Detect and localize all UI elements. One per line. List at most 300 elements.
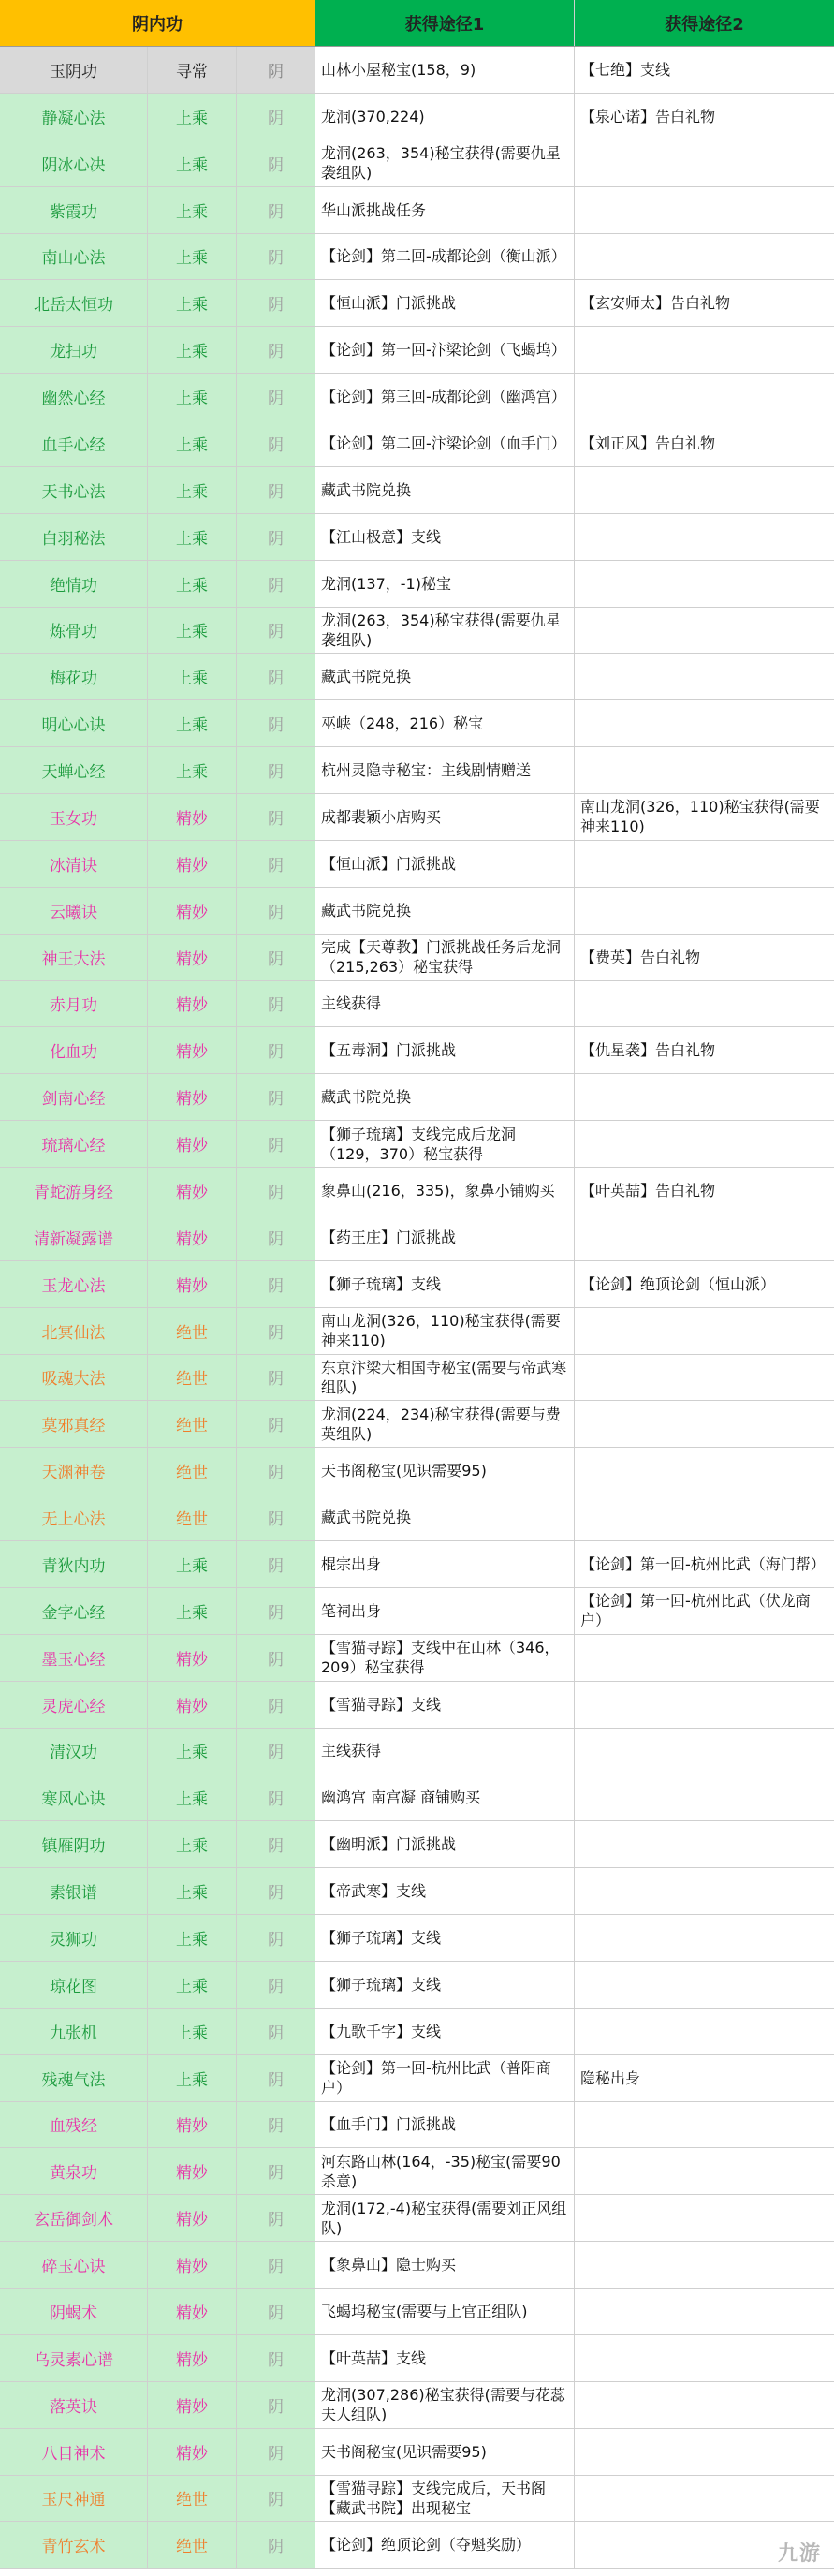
skill-grade: 精妙 bbox=[148, 1214, 237, 1260]
skill-attribute: 阴 bbox=[237, 1448, 315, 1494]
skill-grade: 精妙 bbox=[148, 2382, 237, 2428]
skill-name: 落英诀 bbox=[0, 2382, 148, 2428]
skill-attribute: 阴 bbox=[237, 2102, 315, 2148]
table-row bbox=[0, 187, 834, 234]
skill-name: 青蛇游身经 bbox=[0, 1168, 148, 1214]
skill-attribute: 阴 bbox=[237, 47, 315, 93]
source-1: 【雪猫寻踪】支线中在山林（346，209）秘宝获得 bbox=[315, 1635, 575, 1681]
skill-attribute: 阴 bbox=[237, 1494, 315, 1540]
table-row bbox=[0, 1868, 834, 1915]
skill-grade: 绝世 bbox=[148, 1494, 237, 1540]
skill-grade: 精妙 bbox=[148, 1027, 237, 1073]
table-row bbox=[0, 935, 834, 981]
skill-grade: 上乘 bbox=[148, 747, 237, 793]
source-2 bbox=[575, 1915, 834, 1961]
skill-name: 玉尺神通 bbox=[0, 2476, 148, 2522]
source-2: 【刘正风】告白礼物 bbox=[580, 434, 716, 452]
source-2 bbox=[575, 1868, 834, 1914]
source-1: 藏武书院兑换 bbox=[315, 654, 575, 699]
source-2 bbox=[575, 1821, 834, 1867]
table-row bbox=[0, 1682, 834, 1729]
skill-grade: 上乘 bbox=[148, 187, 237, 233]
skill-grade: 寻常 bbox=[148, 47, 237, 93]
skill-grade: 绝世 bbox=[148, 1308, 237, 1354]
skill-grade: 上乘 bbox=[148, 94, 237, 140]
source-1: 龙洞(172,-4)秘宝获得(需要刘正风组队) bbox=[315, 2195, 575, 2241]
table-row bbox=[0, 1494, 834, 1541]
source-2: 南山龙洞(326，110)秘宝获得(需要神来110) bbox=[580, 798, 820, 836]
table-row bbox=[0, 747, 834, 794]
skill-name: 紫霞功 bbox=[0, 187, 148, 233]
source-1: 主线获得 bbox=[315, 981, 575, 1027]
skill-name: 白羽秘法 bbox=[0, 514, 148, 560]
skill-attribute: 阴 bbox=[237, 654, 315, 699]
skill-grade: 上乘 bbox=[148, 1821, 237, 1867]
table-row bbox=[0, 1355, 834, 1402]
skill-attribute: 阴 bbox=[237, 1774, 315, 1820]
skill-attribute: 阴 bbox=[237, 1541, 315, 1587]
skill-name: 梅花功 bbox=[0, 654, 148, 699]
source-2 bbox=[575, 1308, 834, 1354]
skill-grade: 精妙 bbox=[148, 1682, 237, 1728]
skill-name: 玉阴功 bbox=[0, 47, 148, 93]
skill-name: 明心心诀 bbox=[0, 700, 148, 746]
table-row bbox=[0, 1074, 834, 1121]
source-2 bbox=[575, 2429, 834, 2475]
table-row bbox=[0, 794, 834, 841]
skill-attribute: 阴 bbox=[237, 1261, 315, 1307]
skill-name: 赤月功 bbox=[0, 981, 148, 1027]
skill-grade: 上乘 bbox=[148, 140, 237, 186]
source-2 bbox=[575, 981, 834, 1027]
skill-name: 碎玉心诀 bbox=[0, 2242, 148, 2288]
skill-attribute: 阴 bbox=[237, 1027, 315, 1073]
table-body bbox=[0, 47, 834, 2569]
skill-attribute: 阴 bbox=[237, 1635, 315, 1681]
source-2 bbox=[575, 1962, 834, 2008]
skill-attribute: 阴 bbox=[237, 467, 315, 513]
source-2 bbox=[575, 561, 834, 607]
skill-attribute: 阴 bbox=[237, 561, 315, 607]
skill-grade: 上乘 bbox=[148, 1588, 237, 1634]
source-1: 龙洞(137，-1)秘宝 bbox=[315, 561, 575, 607]
source-1: 龙洞(307,286)秘宝获得(需要与花蕊夫人组队) bbox=[315, 2382, 575, 2428]
table-row bbox=[0, 1729, 834, 1775]
source-1: 龙洞(263，354)秘宝获得(需要仇星袭组队) bbox=[315, 608, 575, 654]
source-1: 【雪猫寻踪】支线 bbox=[315, 1682, 575, 1728]
source-2 bbox=[575, 2148, 834, 2194]
source-1: 飞蝎坞秘宝(需要与上官正组队) bbox=[315, 2289, 575, 2334]
skill-attribute: 阴 bbox=[237, 1588, 315, 1634]
skill-name: 青狄内功 bbox=[0, 1541, 148, 1587]
source-1: 【象鼻山】隐士购买 bbox=[315, 2242, 575, 2288]
table-row bbox=[0, 94, 834, 140]
table-row bbox=[0, 2242, 834, 2289]
skill-attribute: 阴 bbox=[237, 140, 315, 186]
skill-name: 幽然心经 bbox=[0, 374, 148, 420]
skill-grade: 上乘 bbox=[148, 700, 237, 746]
source-2: 隐秘出身 bbox=[580, 2068, 641, 2087]
skill-name: 墨玉心经 bbox=[0, 1635, 148, 1681]
skill-grade: 上乘 bbox=[148, 374, 237, 420]
skill-attribute: 阴 bbox=[237, 1821, 315, 1867]
skill-name: 北冥仙法 bbox=[0, 1308, 148, 1354]
source-1: 【雪猫寻踪】支线完成后，天书阁【藏武书院】出现秘宝 bbox=[315, 2476, 575, 2522]
skill-attribute: 阴 bbox=[237, 981, 315, 1027]
skill-grade: 精妙 bbox=[148, 2429, 237, 2475]
skill-name: 天蝉心经 bbox=[0, 747, 148, 793]
skill-name: 青竹玄术 bbox=[0, 2522, 148, 2568]
source-2 bbox=[575, 2382, 834, 2428]
skill-attribute: 阴 bbox=[237, 2148, 315, 2194]
source-1: 【论剑】绝顶论剑（夺魁奖励） bbox=[315, 2522, 575, 2568]
skill-name: 血手心经 bbox=[0, 420, 148, 466]
table-row bbox=[0, 2522, 834, 2569]
skill-grade: 精妙 bbox=[148, 888, 237, 934]
skill-name: 金字心经 bbox=[0, 1588, 148, 1634]
source-2 bbox=[575, 2009, 834, 2054]
source-1: 【论剑】第一回-汴梁论剑（飞蝎坞） bbox=[315, 327, 575, 373]
source-2: 【叶英喆】告白礼物 bbox=[580, 1181, 716, 1200]
skill-grade: 上乘 bbox=[148, 420, 237, 466]
table-row bbox=[0, 1635, 834, 1682]
skill-attribute: 阴 bbox=[237, 1074, 315, 1120]
source-2 bbox=[575, 187, 834, 233]
skill-name: 琼花图 bbox=[0, 1962, 148, 2008]
source-2 bbox=[575, 140, 834, 186]
skill-attribute: 阴 bbox=[237, 2429, 315, 2475]
source-1: 【论剑】第二回-汴梁论剑（血手门） bbox=[315, 420, 575, 466]
skill-grade: 精妙 bbox=[148, 2102, 237, 2148]
table-row bbox=[0, 1915, 834, 1962]
source-1: 藏武书院兑换 bbox=[315, 888, 575, 934]
skill-grade: 精妙 bbox=[148, 2148, 237, 2194]
skill-name: 龙扫功 bbox=[0, 327, 148, 373]
source-1: 笔祠出身 bbox=[315, 1588, 575, 1634]
skill-attribute: 阴 bbox=[237, 1308, 315, 1354]
table-row bbox=[0, 1308, 834, 1355]
source-2 bbox=[575, 234, 834, 280]
skill-name: 冰清诀 bbox=[0, 841, 148, 887]
table-row bbox=[0, 420, 834, 467]
table-row bbox=[0, 514, 834, 561]
skill-grade: 精妙 bbox=[148, 935, 237, 980]
skill-name: 莫邪真经 bbox=[0, 1401, 148, 1447]
skill-grade: 上乘 bbox=[148, 1774, 237, 1820]
source-2 bbox=[575, 1494, 834, 1540]
source-1: 【幽明派】门派挑战 bbox=[315, 1821, 575, 1867]
source-2: 【仇星袭】告白礼物 bbox=[580, 1041, 716, 1060]
skill-grade: 精妙 bbox=[148, 841, 237, 887]
skill-name: 吸魂大法 bbox=[0, 1355, 148, 1401]
source-1: 【恒山派】门派挑战 bbox=[315, 280, 575, 326]
watermark-logo: 九游 bbox=[777, 2542, 821, 2566]
source-1: 河东路山林(164，-35)秘宝(需要90杀意) bbox=[315, 2148, 575, 2194]
table-row bbox=[0, 841, 834, 888]
skill-attribute: 阴 bbox=[237, 2382, 315, 2428]
skill-grade: 精妙 bbox=[148, 1261, 237, 1307]
skill-attribute: 阴 bbox=[237, 374, 315, 420]
source-2 bbox=[575, 1074, 834, 1120]
skill-name: 北岳太恒功 bbox=[0, 280, 148, 326]
skill-attribute: 阴 bbox=[237, 747, 315, 793]
source-1: 象鼻山(216，335)，象鼻小铺购买 bbox=[315, 1168, 575, 1214]
skill-grade: 上乘 bbox=[148, 1915, 237, 1961]
skill-attribute: 阴 bbox=[237, 280, 315, 326]
table-row bbox=[0, 140, 834, 187]
source-1: 【论剑】第一回-杭州比武（普阳商户） bbox=[315, 2055, 575, 2101]
table-row bbox=[0, 1168, 834, 1214]
skill-attribute: 阴 bbox=[237, 2242, 315, 2288]
header-category: 阴内功 bbox=[0, 0, 315, 46]
source-2 bbox=[575, 467, 834, 513]
source-1: 藏武书院兑换 bbox=[315, 1074, 575, 1120]
source-2 bbox=[575, 888, 834, 934]
skill-grade: 绝世 bbox=[148, 1401, 237, 1447]
table-row bbox=[0, 1774, 834, 1821]
skill-attribute: 阴 bbox=[237, 1168, 315, 1214]
source-1: 【狮子琉璃】支线 bbox=[315, 1261, 575, 1307]
skill-name: 南山心法 bbox=[0, 234, 148, 280]
source-2 bbox=[575, 1121, 834, 1167]
table-row bbox=[0, 608, 834, 655]
table-row bbox=[0, 1448, 834, 1494]
skill-attribute: 阴 bbox=[237, 935, 315, 980]
source-2 bbox=[575, 841, 834, 887]
source-1: 成都裴颖小店购买 bbox=[315, 794, 575, 840]
skill-grade: 上乘 bbox=[148, 1868, 237, 1914]
skill-attribute: 阴 bbox=[237, 841, 315, 887]
skill-name: 天渊神卷 bbox=[0, 1448, 148, 1494]
table-row bbox=[0, 1261, 834, 1308]
skill-name: 玄岳御剑术 bbox=[0, 2195, 148, 2241]
table-row bbox=[0, 2289, 834, 2335]
table-row bbox=[0, 2335, 834, 2382]
source-1: 【江山极意】支线 bbox=[315, 514, 575, 560]
source-2: 【论剑】第一回-杭州比武（伏龙商户） bbox=[580, 1592, 811, 1630]
source-2 bbox=[575, 374, 834, 420]
skill-grade: 上乘 bbox=[148, 514, 237, 560]
skill-attribute: 阴 bbox=[237, 1121, 315, 1167]
table-row bbox=[0, 1027, 834, 1074]
table-row bbox=[0, 1401, 834, 1448]
skill-name: 绝情功 bbox=[0, 561, 148, 607]
source-1: 幽鸿宫 南宫凝 商铺购买 bbox=[315, 1774, 575, 1820]
skill-attribute: 阴 bbox=[237, 94, 315, 140]
source-2: 【论剑】第一回-杭州比武（海门帮） bbox=[580, 1554, 826, 1573]
table-row bbox=[0, 374, 834, 420]
skill-name: 化血功 bbox=[0, 1027, 148, 1073]
skill-attribute: 阴 bbox=[237, 1355, 315, 1401]
skill-grade: 精妙 bbox=[148, 2242, 237, 2288]
skill-attribute: 阴 bbox=[237, 234, 315, 280]
skill-grade: 精妙 bbox=[148, 2335, 237, 2381]
skill-attribute: 阴 bbox=[237, 420, 315, 466]
skill-attribute: 阴 bbox=[237, 794, 315, 840]
skill-attribute: 阴 bbox=[237, 1868, 315, 1914]
skill-name: 寒风心诀 bbox=[0, 1774, 148, 1820]
skill-name: 无上心法 bbox=[0, 1494, 148, 1540]
source-1: 藏武书院兑换 bbox=[315, 1494, 575, 1540]
source-2 bbox=[575, 1214, 834, 1260]
source-1: 主线获得 bbox=[315, 1729, 575, 1774]
skill-grade: 精妙 bbox=[148, 1168, 237, 1214]
header-source-2: 获得途径2 bbox=[575, 0, 834, 46]
skill-grade: 绝世 bbox=[148, 2522, 237, 2568]
skill-grade: 上乘 bbox=[148, 327, 237, 373]
skill-grade: 上乘 bbox=[148, 2009, 237, 2054]
skill-name: 剑南心经 bbox=[0, 1074, 148, 1120]
skill-attribute: 阴 bbox=[237, 514, 315, 560]
skill-attribute: 阴 bbox=[237, 2055, 315, 2101]
source-2 bbox=[575, 2289, 834, 2334]
table-row bbox=[0, 47, 834, 94]
table-row bbox=[0, 2476, 834, 2523]
skill-name: 清新凝露谱 bbox=[0, 1214, 148, 1260]
source-1: 南山龙洞(326，110)秘宝获得(需要神来110) bbox=[315, 1308, 575, 1354]
source-2 bbox=[575, 654, 834, 699]
table-row bbox=[0, 561, 834, 608]
skill-attribute: 阴 bbox=[237, 2522, 315, 2568]
source-2 bbox=[575, 1448, 834, 1494]
source-1: 杭州灵隐寺秘宝：主线剧情赠送 bbox=[315, 747, 575, 793]
table-row bbox=[0, 467, 834, 514]
skill-name: 素银谱 bbox=[0, 1868, 148, 1914]
skill-attribute: 阴 bbox=[237, 700, 315, 746]
source-1: 华山派挑战任务 bbox=[315, 187, 575, 233]
skill-name: 灵虎心经 bbox=[0, 1682, 148, 1728]
skill-grade: 绝世 bbox=[148, 2476, 237, 2522]
skill-grade: 精妙 bbox=[148, 2289, 237, 2334]
source-1: 龙洞(263，354)秘宝获得(需要仇星袭组队) bbox=[315, 140, 575, 186]
skill-name: 天书心法 bbox=[0, 467, 148, 513]
source-1: 天书阁秘宝(见识需要95) bbox=[315, 2429, 575, 2475]
source-2 bbox=[575, 1682, 834, 1728]
skill-grade: 上乘 bbox=[148, 1962, 237, 2008]
skill-attribute: 阴 bbox=[237, 1962, 315, 2008]
source-1: 棍宗出身 bbox=[315, 1541, 575, 1587]
skill-grade: 精妙 bbox=[148, 981, 237, 1027]
skill-name: 九张机 bbox=[0, 2009, 148, 2054]
table-row bbox=[0, 1588, 834, 1635]
skill-name: 乌灵素心谱 bbox=[0, 2335, 148, 2381]
skill-grade: 精妙 bbox=[148, 2195, 237, 2241]
skill-name: 黄泉功 bbox=[0, 2148, 148, 2194]
skill-attribute: 阴 bbox=[237, 1915, 315, 1961]
skill-name: 琉璃心经 bbox=[0, 1121, 148, 1167]
skill-name: 云曦诀 bbox=[0, 888, 148, 934]
skill-attribute: 阴 bbox=[237, 2289, 315, 2334]
table-row bbox=[0, 700, 834, 747]
source-2 bbox=[575, 747, 834, 793]
source-1: 【叶英喆】支线 bbox=[315, 2335, 575, 2381]
skill-name: 玉女功 bbox=[0, 794, 148, 840]
source-2: 【玄安师太】告白礼物 bbox=[580, 294, 731, 313]
skill-attribute: 阴 bbox=[237, 1401, 315, 1447]
table-row bbox=[0, 2429, 834, 2476]
source-2 bbox=[575, 2476, 834, 2522]
table-row bbox=[0, 981, 834, 1028]
source-2 bbox=[575, 1401, 834, 1447]
skill-name: 镇雁阴功 bbox=[0, 1821, 148, 1867]
source-2 bbox=[575, 2335, 834, 2381]
skill-grade: 精妙 bbox=[148, 1635, 237, 1681]
skill-attribute: 阴 bbox=[237, 2009, 315, 2054]
table-row bbox=[0, 1214, 834, 1261]
skill-attribute: 阴 bbox=[237, 1214, 315, 1260]
source-2 bbox=[575, 514, 834, 560]
table-row bbox=[0, 1541, 834, 1588]
skill-grade: 绝世 bbox=[148, 1355, 237, 1401]
source-2 bbox=[575, 2195, 834, 2241]
source-1: 【血手门】门派挑战 bbox=[315, 2102, 575, 2148]
skill-attribute: 阴 bbox=[237, 2195, 315, 2241]
skill-grade: 精妙 bbox=[148, 1074, 237, 1120]
source-1: 【帝武寒】支线 bbox=[315, 1868, 575, 1914]
source-1: 【狮子琉璃】支线完成后龙洞（129，370）秘宝获得 bbox=[315, 1121, 575, 1167]
source-1: 【九歌千字】支线 bbox=[315, 2009, 575, 2054]
table-row bbox=[0, 2195, 834, 2242]
skill-attribute: 阴 bbox=[237, 608, 315, 654]
skill-attribute: 阴 bbox=[237, 1682, 315, 1728]
source-1: 藏武书院兑换 bbox=[315, 467, 575, 513]
skill-name: 玉龙心法 bbox=[0, 1261, 148, 1307]
source-2 bbox=[575, 1774, 834, 1820]
skill-name: 八目神术 bbox=[0, 2429, 148, 2475]
source-1: 【药王庄】门派挑战 bbox=[315, 1214, 575, 1260]
source-2 bbox=[575, 1729, 834, 1774]
skill-name: 血残经 bbox=[0, 2102, 148, 2148]
skill-grade: 上乘 bbox=[148, 280, 237, 326]
skill-name: 静凝心法 bbox=[0, 94, 148, 140]
skill-grade: 上乘 bbox=[148, 654, 237, 699]
skill-name: 残魂气法 bbox=[0, 2055, 148, 2101]
skill-grade: 上乘 bbox=[148, 608, 237, 654]
source-2: 【论剑】绝顶论剑（恒山派） bbox=[580, 1274, 776, 1293]
skill-grade: 上乘 bbox=[148, 234, 237, 280]
table-row bbox=[0, 2102, 834, 2149]
source-1: 山林小屋秘宝(158，9) bbox=[315, 47, 575, 93]
source-1: 龙洞(370,224) bbox=[315, 94, 575, 140]
skill-attribute: 阴 bbox=[237, 888, 315, 934]
skill-name: 炼骨功 bbox=[0, 608, 148, 654]
table-row bbox=[0, 1962, 834, 2009]
table-row bbox=[0, 234, 834, 281]
source-2 bbox=[575, 327, 834, 373]
table-row bbox=[0, 1121, 834, 1168]
source-1: 东京汴梁大相国寺秘宝(需要与帝武寒组队) bbox=[315, 1355, 575, 1401]
skill-attribute: 阴 bbox=[237, 187, 315, 233]
source-1: 天书阁秘宝(见识需要95) bbox=[315, 1448, 575, 1494]
skill-grade: 上乘 bbox=[148, 467, 237, 513]
skill-grade: 上乘 bbox=[148, 561, 237, 607]
source-2 bbox=[575, 700, 834, 746]
skill-grade: 精妙 bbox=[148, 794, 237, 840]
source-2 bbox=[575, 1635, 834, 1681]
table-row bbox=[0, 2382, 834, 2429]
skill-name: 神王大法 bbox=[0, 935, 148, 980]
source-1: 【狮子琉璃】支线 bbox=[315, 1962, 575, 2008]
source-1: 【狮子琉璃】支线 bbox=[315, 1915, 575, 1961]
table-row bbox=[0, 654, 834, 700]
skill-grade: 上乘 bbox=[148, 2055, 237, 2101]
table-row bbox=[0, 2055, 834, 2102]
skill-attribute: 阴 bbox=[237, 2335, 315, 2381]
source-2 bbox=[575, 2102, 834, 2148]
skill-name: 阴蝎术 bbox=[0, 2289, 148, 2334]
skill-name: 灵狮功 bbox=[0, 1915, 148, 1961]
skill-grade: 上乘 bbox=[148, 1729, 237, 1774]
